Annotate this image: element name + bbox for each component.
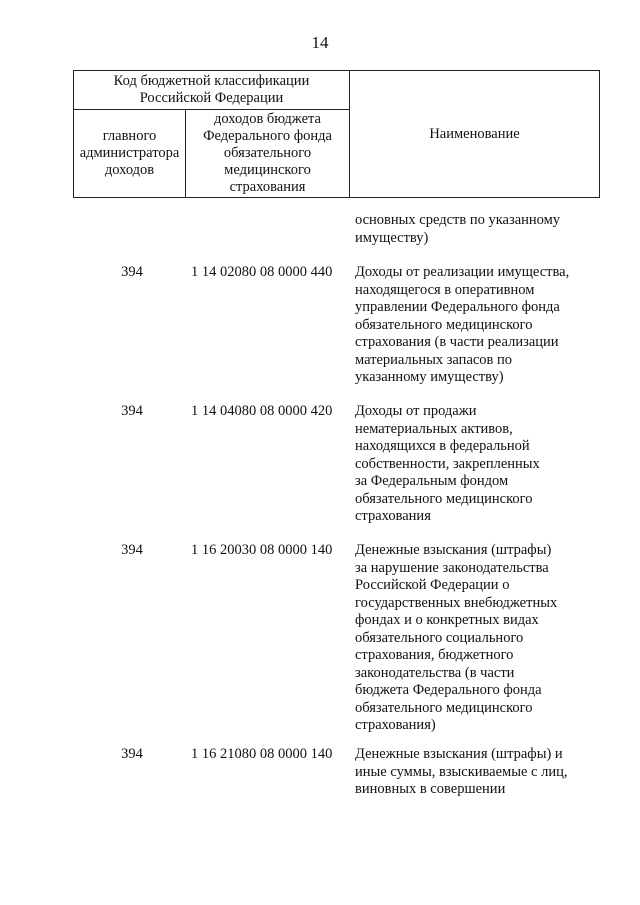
revenue-code: 1 14 04080 08 0000 420 bbox=[191, 403, 333, 419]
revenue-code-column-header: доходов бюджета Федерального фонда обязательного медицинского страхования bbox=[186, 110, 350, 198]
revenue-name: Денежные взыскания (штрафы) и иные суммы, взыскиваемые с лиц, виновных в совершении bbox=[355, 746, 568, 797]
revenue-code: 1 16 21080 08 0000 140 bbox=[191, 746, 333, 762]
revenue-code: 1 14 02080 08 0000 440 bbox=[191, 264, 333, 280]
admin-column-header: главного администратора доходов bbox=[74, 110, 186, 198]
revenue-name: Денежные взыскания (штрафы) за нарушение законодательства Российской Федерации о государственных внебюджетных фондах и о конкретных видах обязательного социального страхования, бюджетного законодательства (в части бюджета Федерального фонда обязательного медицинского страхования) bbox=[355, 542, 558, 733]
page-number: 14 bbox=[311, 33, 329, 52]
revenue-name: Доходы от реализации имущества, находящегося в оперативном управлении Федерального фонда обязательного медицинского страхования (в части реализации материальных запасов по указанному имуществу) bbox=[355, 264, 570, 385]
revenue-code: 1 16 20030 08 0000 140 bbox=[191, 542, 333, 558]
admin-code: 394 bbox=[121, 264, 143, 280]
name-column-header: Наименование bbox=[350, 71, 600, 198]
budget-classification-code-header: Код бюджетной классификации Российской Федерации bbox=[74, 71, 350, 110]
revenue-name: Доходы от продажи нематериальных активов, находящихся в федеральной собственности, закрепленных за Федеральным фондом обязательного медицинского страхования bbox=[355, 403, 540, 524]
admin-code: 394 bbox=[121, 542, 143, 558]
classification-table-header bbox=[73, 70, 600, 198]
continuation-text: основных средств по указанному имуществу) bbox=[355, 212, 561, 246]
admin-code: 394 bbox=[121, 746, 143, 762]
admin-code: 394 bbox=[121, 403, 143, 419]
